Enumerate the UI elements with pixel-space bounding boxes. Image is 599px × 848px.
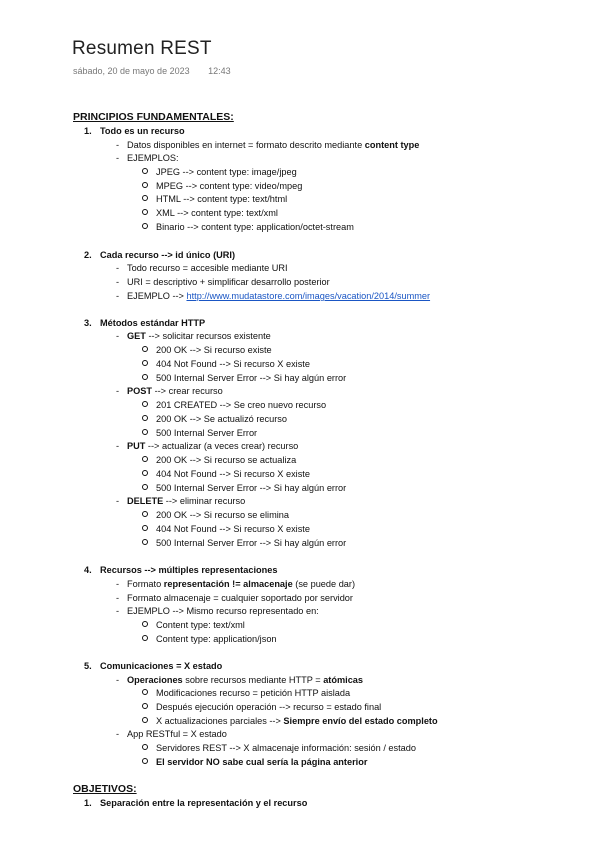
list-item: - Todo recurso = accesible mediante URI xyxy=(116,263,288,273)
list-item: - EJEMPLO --> http://www.mudatastore.com/images/vacation/2014/summer xyxy=(116,291,431,301)
sub-list-item: XML --> content type: text/xml xyxy=(142,207,278,219)
sub-list-item: MPEG --> content type: video/mpeg xyxy=(142,180,302,192)
sub-list-item: 500 Internal Server Error --> Si hay algún error xyxy=(142,482,346,494)
list-item: - GET --> solicitar recursos existente xyxy=(116,331,271,341)
list-item: - EJEMPLO --> Mismo recurso representado en: xyxy=(116,606,319,616)
page-title: Resumen REST xyxy=(72,38,212,59)
sub-list-item: Content type: text/xml xyxy=(142,619,245,631)
page-meta xyxy=(73,66,231,76)
section-4-title: 4. Recursos --> múltiples representaciones xyxy=(84,565,278,575)
sub-list-item: Content type: application/json xyxy=(142,633,277,645)
sub-list-item: El servidor NO sabe cual sería la página anterior xyxy=(142,756,367,768)
sub-list-item: Modificaciones recurso = petición HTTP aislada xyxy=(142,687,350,699)
list-item: - URI = descriptivo + simplificar desarrollo posterior xyxy=(116,277,330,287)
sub-list-item: 404 Not Found --> Si recurso X existe xyxy=(142,468,310,480)
sub-list-item: 404 Not Found --> Si recurso X existe xyxy=(142,358,310,370)
page-time: 12:43 xyxy=(208,66,231,76)
section-3-title: 3. Métodos estándar HTTP xyxy=(84,318,206,328)
sub-list-item: HTML --> content type: text/html xyxy=(142,193,287,205)
section-2-title: 2. Cada recurso --> id único (URI) xyxy=(84,250,236,260)
principles-heading: PRINCIPIOS FUNDAMENTALES: xyxy=(73,111,234,123)
list-item: - Datos disponibles en internet = formato descrito mediante content type xyxy=(116,140,420,150)
list-item: - PUT --> actualizar (a veces crear) recurso xyxy=(116,441,299,451)
sub-list-item: 200 OK --> Si recurso existe xyxy=(142,344,272,356)
sub-list-item: Servidores REST --> X almacenaje información: sesión / estado xyxy=(142,742,416,754)
page-date: sábado, 20 de mayo de 2023 xyxy=(73,66,190,76)
sub-list-item: 201 CREATED --> Se creo nuevo recurso xyxy=(142,399,326,411)
list-item: - POST --> crear recurso xyxy=(116,386,223,396)
list-item: - Operaciones sobre recursos mediante HTTP = atómicas xyxy=(116,675,364,685)
section-5-title: 5. Comunicaciones = X estado xyxy=(84,661,223,671)
section-1-number: 1. xyxy=(84,126,92,136)
list-item: - Formato almacenaje = cualquier soportado por servidor xyxy=(116,593,353,603)
sub-list-item: 200 OK --> Se actualizó recurso xyxy=(142,413,287,425)
list-item: - DELETE --> eliminar recurso xyxy=(116,496,246,506)
sub-list-item: 404 Not Found --> Si recurso X existe xyxy=(142,523,310,535)
sub-list-item: 500 Internal Server Error --> Si hay algún error xyxy=(142,372,346,384)
sub-list-item: X actualizaciones parciales --> Siempre envío del estado completo xyxy=(142,715,438,727)
sub-list-item: Después ejecución operación --> recurso = estado final xyxy=(142,701,381,713)
sub-list-item: 500 Internal Server Error xyxy=(142,427,257,439)
example-uri-link[interactable]: http://www.mudatastore.com/images/vacation/2014/summer xyxy=(186,291,431,301)
list-item: - EJEMPLOS: xyxy=(116,153,179,163)
objective-1-title: 1. Separación entre la representación y el recurso xyxy=(84,798,308,808)
sub-list-item: JPEG --> content type: image/jpeg xyxy=(142,166,297,178)
sub-list-item: 200 OK --> Si recurso se elimina xyxy=(142,509,289,521)
sub-list-item: 200 OK --> Si recurso se actualiza xyxy=(142,454,296,466)
list-item: - App RESTful = X estado xyxy=(116,729,227,739)
section-1-title xyxy=(84,125,185,137)
sub-list-item: 500 Internal Server Error --> Si hay algún error xyxy=(142,537,346,549)
sub-list-item: Binario --> content type: application/octet-stream xyxy=(142,221,354,233)
section-1-text: Todo es un recurso xyxy=(100,126,185,136)
list-item: - Formato representación != almacenaje (se puede dar) xyxy=(116,579,356,589)
objectives-heading: OBJETIVOS: xyxy=(73,783,137,795)
